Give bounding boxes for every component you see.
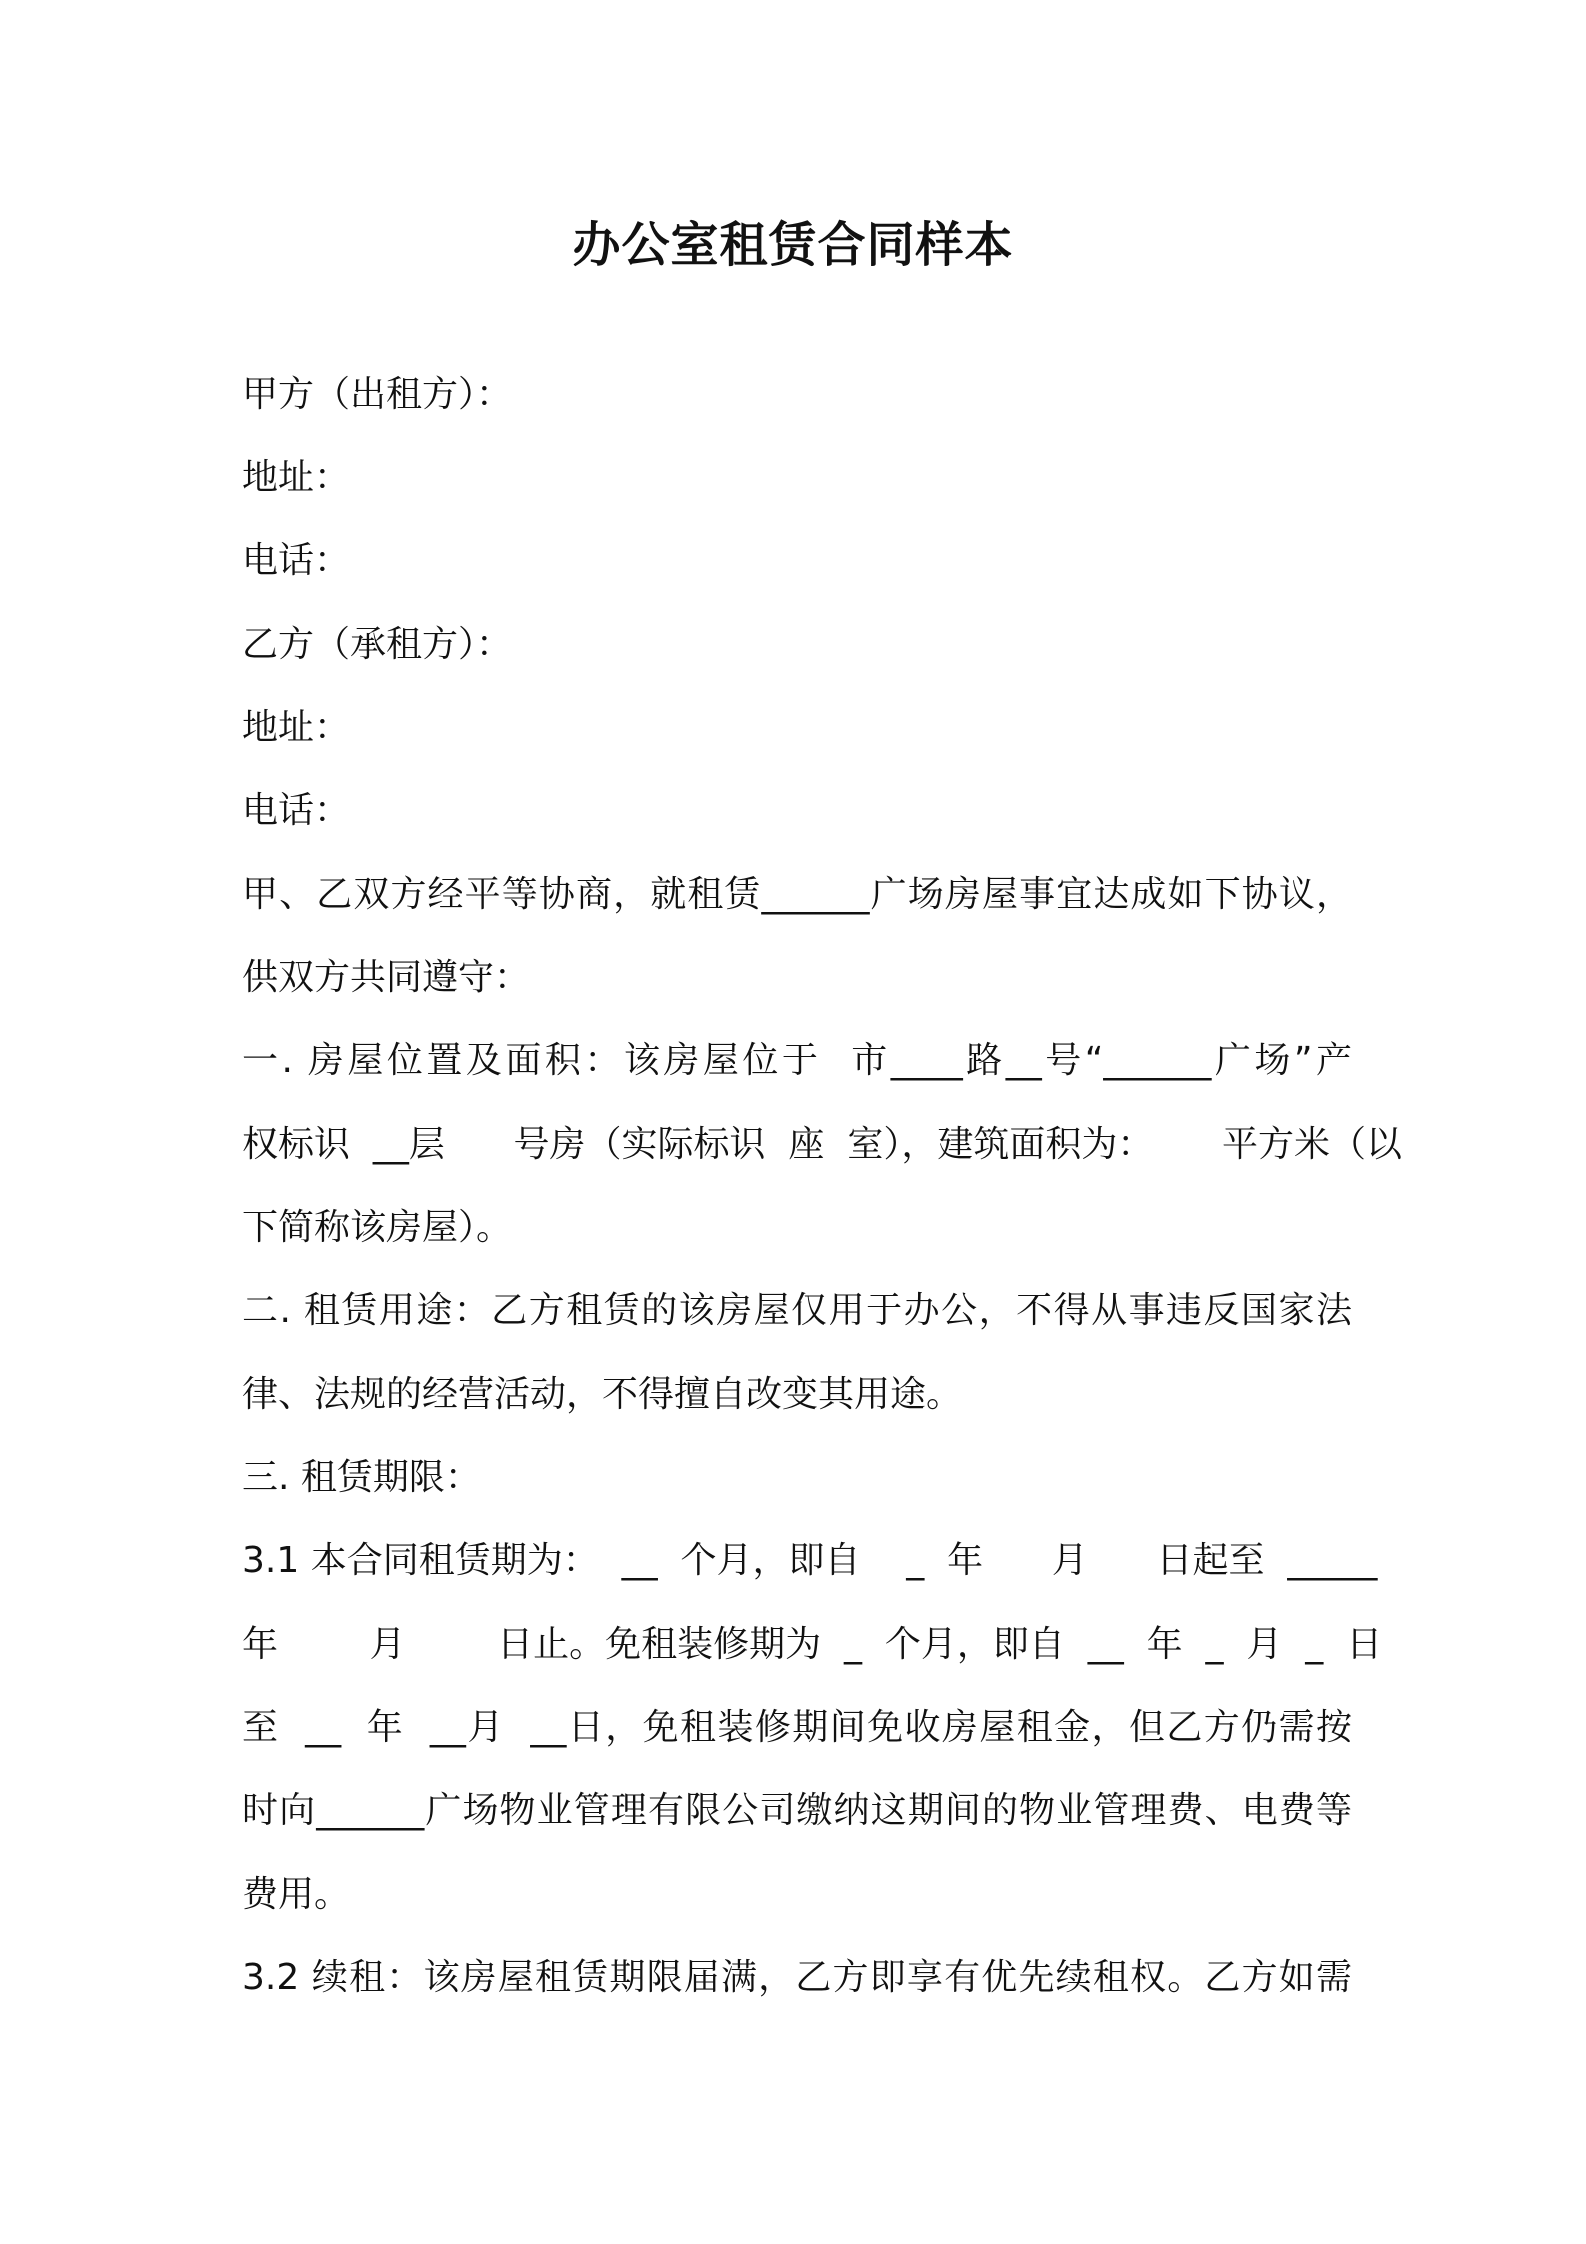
clause-3-1-line-4: 时向______广场物业管理有限公司缴纳这期间的物业管理费、电费等: [242, 1790, 1352, 1831]
clause-3-2-line-1: 3.2 续租：该房屋租赁期限届满，乙方即享有优先续租权。乙方如需: [242, 1957, 1352, 1998]
clause-1-line-3: 下简称该房屋）。: [242, 1207, 513, 1248]
clause-3-1-line-5: 费用。: [242, 1874, 351, 1915]
clause-3-1-line-3: 至 __ 年 __月 __日，免租装修期间免收房屋租金，但乙方仍需按: [242, 1707, 1352, 1748]
party-b-address: 地址：: [242, 707, 351, 748]
clause-3-heading: 三. 租赁期限：: [242, 1457, 481, 1498]
preamble-line-1: 甲、乙双方经平等协商，就租赁______广场房屋事宜达成如下协议，: [242, 874, 1352, 915]
party-b-phone: 电话：: [242, 790, 351, 831]
clause-2-line-1: 二. 租赁用途：乙方租赁的该房屋仅用于办公，不得从事违反国家法: [242, 1290, 1352, 1331]
clause-3-1-line-1: 3.1 本合同租赁期为： __ 个月，即自 _ 年 月 日起至 _____: [242, 1540, 1378, 1581]
clause-1-line-1: 一. 房屋位置及面积：该房屋位于 市____路__号“______广场”产: [242, 1040, 1352, 1081]
document-title: 办公室租赁合同样本: [572, 217, 1014, 273]
party-a-address: 地址：: [242, 457, 351, 498]
party-a-label: 甲方（出租方）：: [242, 374, 513, 415]
party-a-phone: 电话：: [242, 540, 351, 581]
party-b-label: 乙方（承租方）：: [242, 624, 513, 665]
clause-3-1-line-2: 年 月 日止。免租装修期为 _ 个月，即自 __ 年 _ 月 _ 日: [242, 1624, 1383, 1665]
preamble-line-2: 供双方共同遵守：: [242, 957, 531, 998]
clause-1-line-2: 权标识 __层 号房（实际标识 座 室），建筑面积为： 平方米（以: [242, 1124, 1402, 1165]
clause-2-line-2: 律、法规的经营活动，不得擅自改变其用途。: [242, 1374, 963, 1415]
